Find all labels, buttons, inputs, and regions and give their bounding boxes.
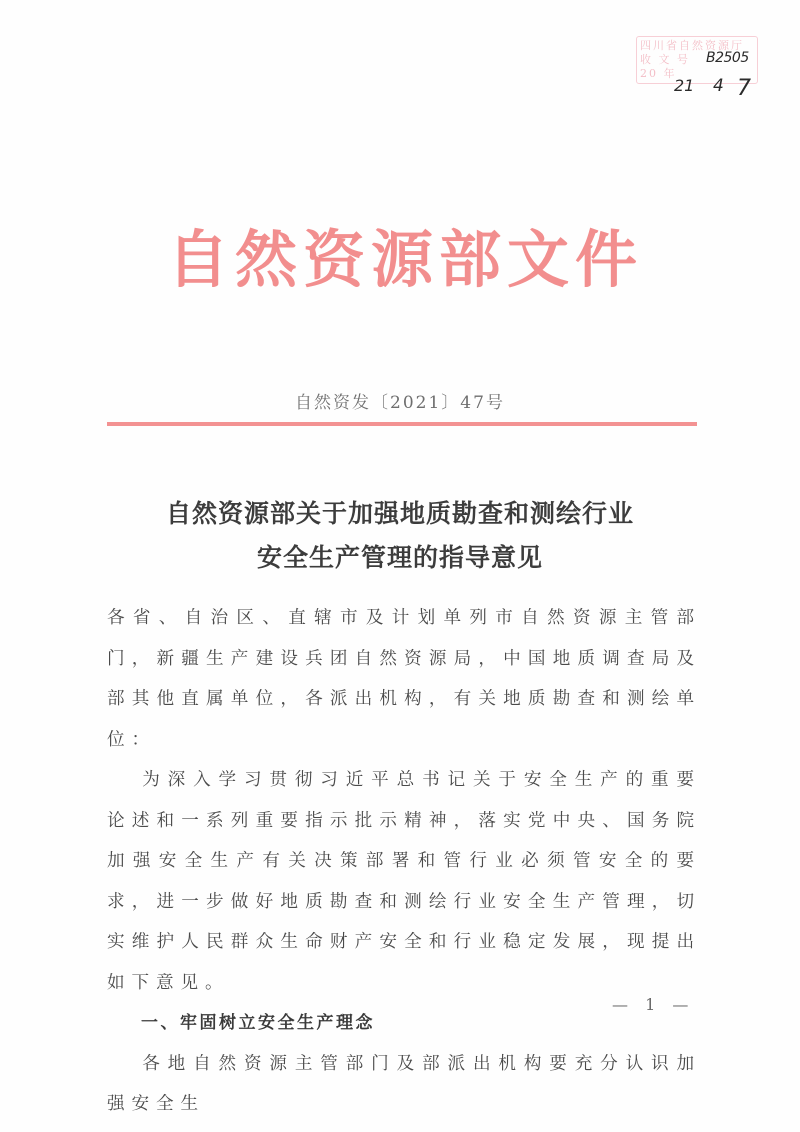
document-body <box>107 598 701 1125</box>
addressees-paragraph: 各省、自治区、直辖市及计划单列市自然资源主管部门，新疆生产建设兵团自然资源局，中国地质调查局及部其他直属单位，各派出机构，有关地质勘查和测绘单位： <box>107 608 701 750</box>
handwritten-day: 7 <box>737 76 751 101</box>
handwritten-receipt-code: B2505 <box>706 50 749 66</box>
document-title-line-1: 自然资源部关于加强地质勘查和测绘行业 <box>165 499 634 528</box>
masthead-title: 自然资源部文件 <box>166 223 643 296</box>
document-number: 自然资发〔2021〕47号 <box>295 393 505 413</box>
handwritten-month: 4 <box>713 76 724 96</box>
handwritten-year: 21 <box>674 76 695 95</box>
stamp-year-line: 20 年 <box>640 67 677 80</box>
red-divider-rule <box>107 422 697 426</box>
section-1-paragraph: 各地自然资源主管部门及部派出机构要充分认识加强安全生 <box>107 1053 701 1114</box>
section-1-heading: 一、牢固树立安全生产理念 <box>141 1013 375 1033</box>
page-number: — 1 — <box>612 995 695 1014</box>
document-title <box>100 492 700 580</box>
stamp-org-line: 四川省自然资源厅 <box>640 39 744 52</box>
intro-paragraph: 为深入学习贯彻习近平总书记关于安全生产的重要论述和一系列重要指示批示精神，落实党中央、国务院加强安全生产有关决策部署和管行业必须管安全的要求，进一步做好地质勘查和测绘行业安全生产管理，切实维护人民群众生命财产安全和行业稳定发展，现提出如下意见。 <box>107 770 701 993</box>
stamp-receipt-line: 收 文 号 <box>640 53 690 66</box>
document-title-line-2: 安全生产管理的指导意见 <box>256 543 543 572</box>
